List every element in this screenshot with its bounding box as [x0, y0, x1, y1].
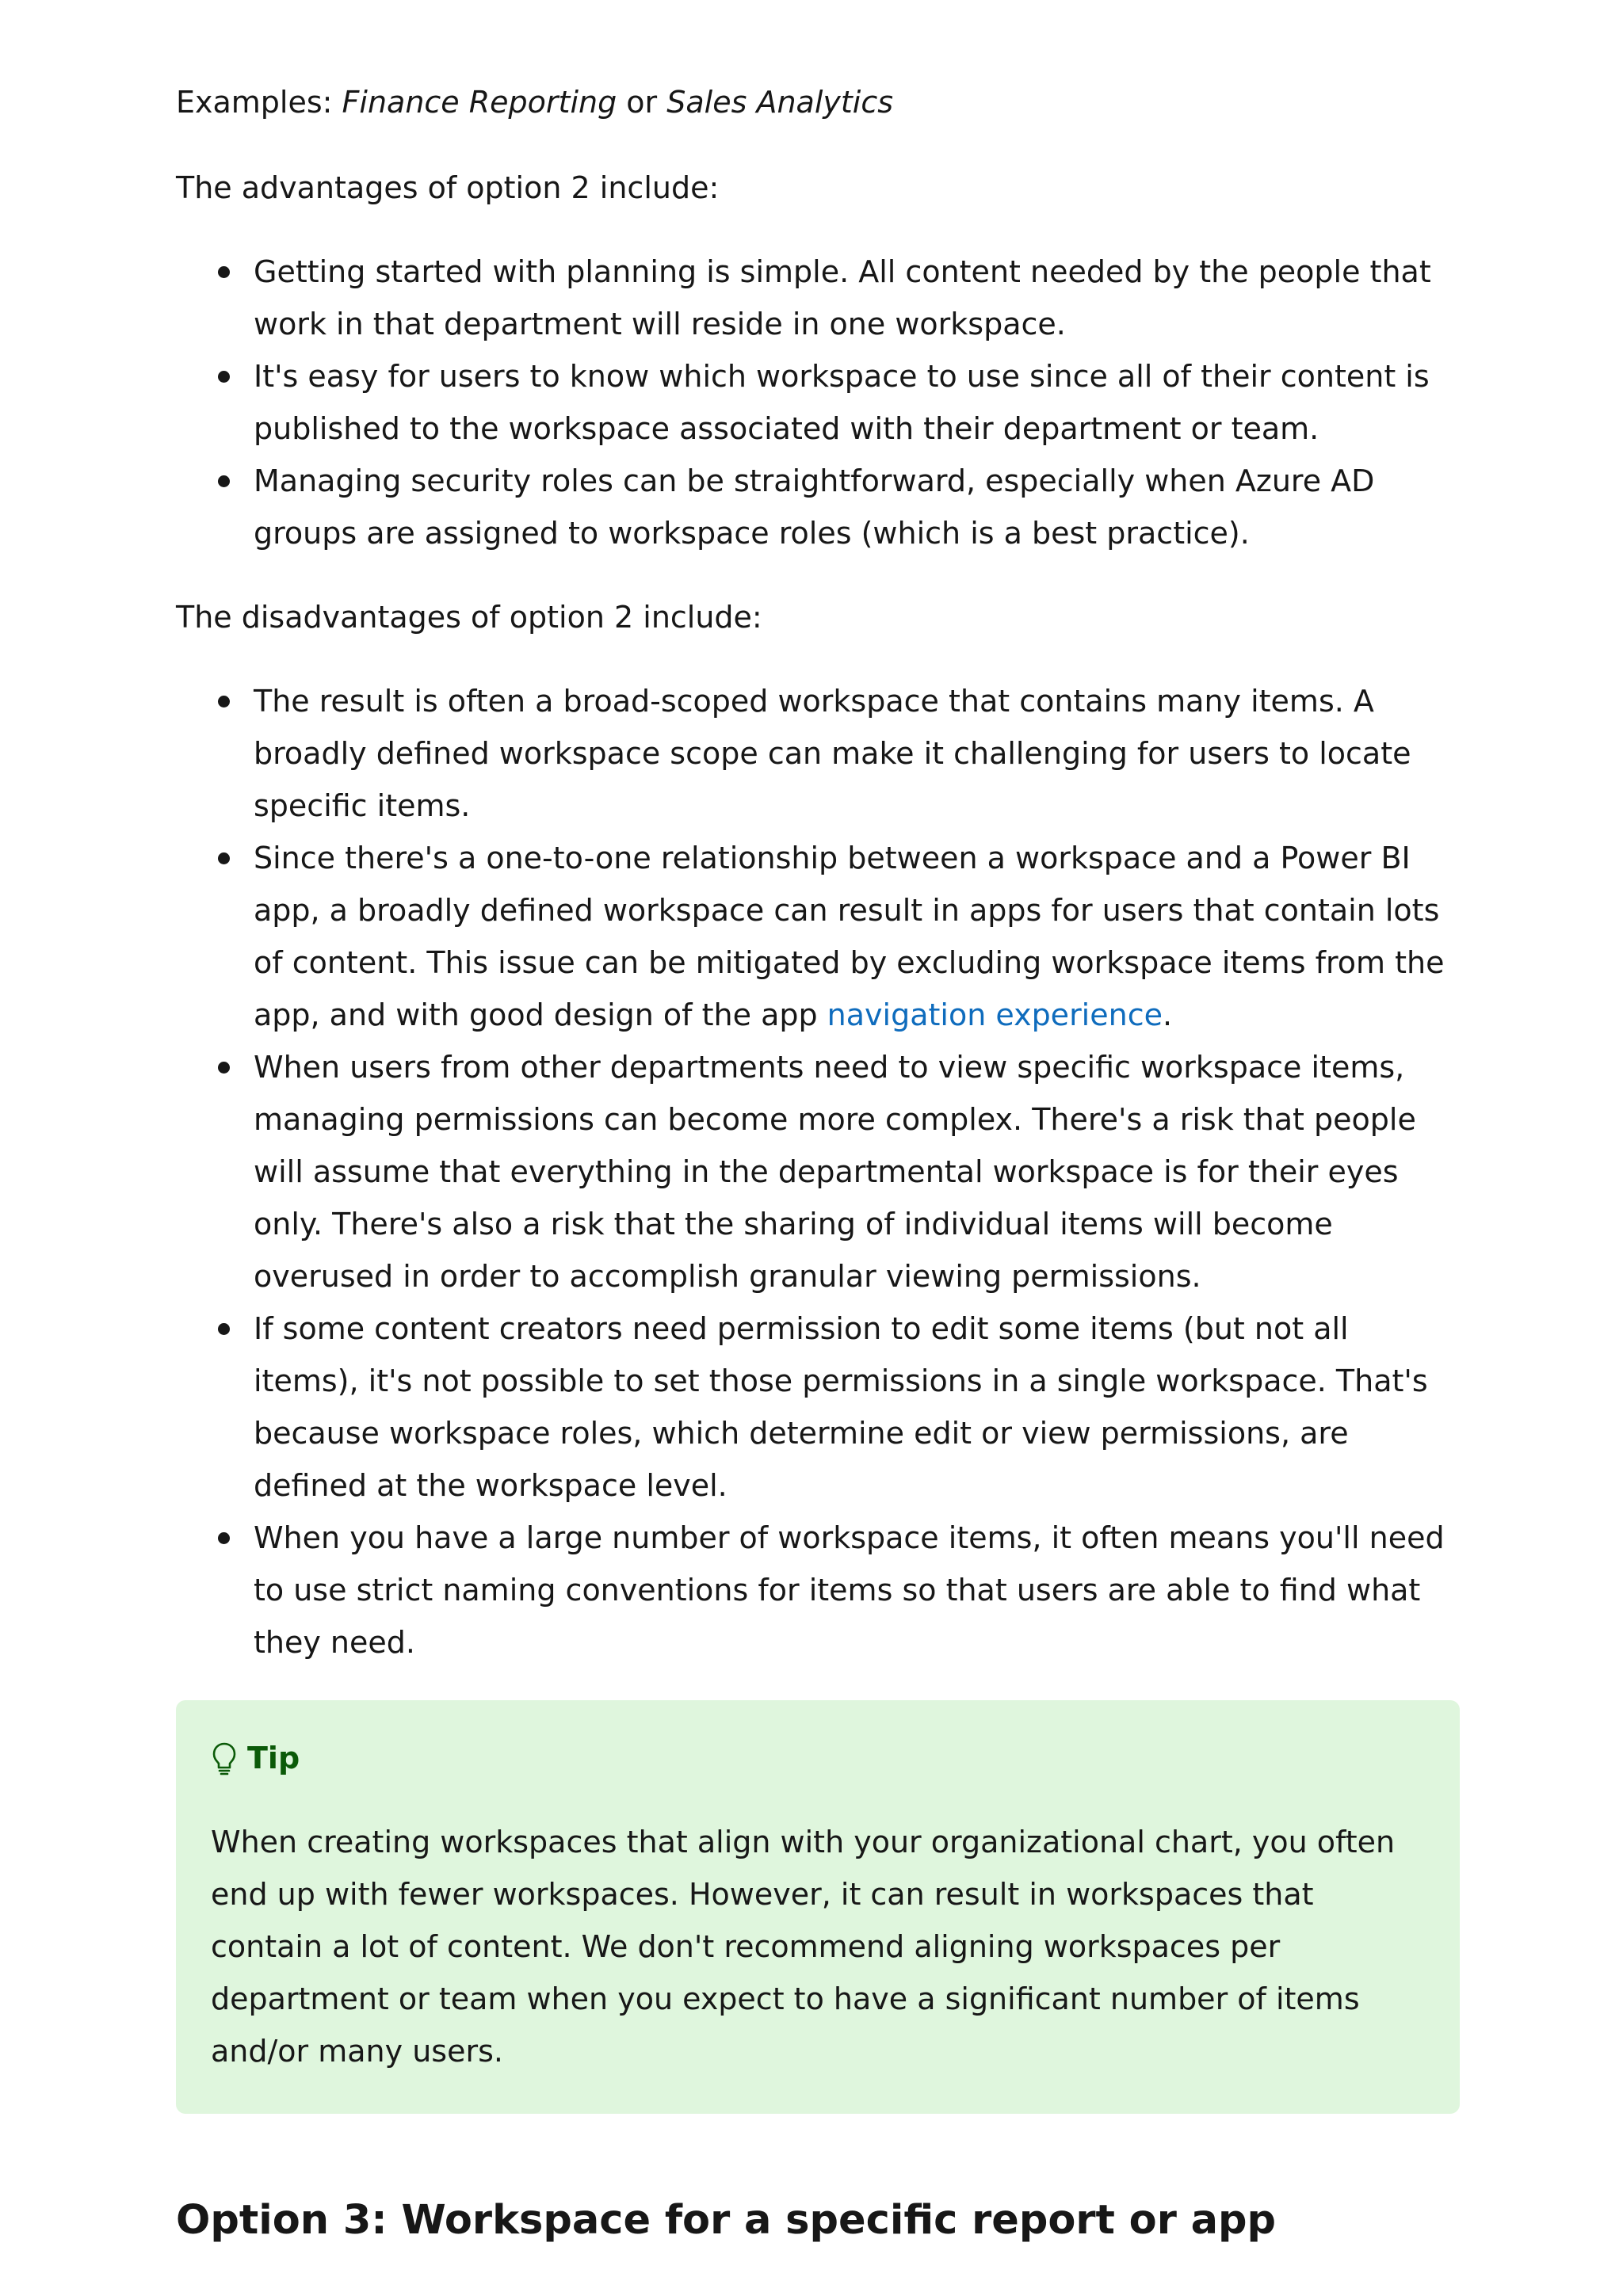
disadvantage-item [254, 832, 1460, 1041]
disadvantages-list [176, 675, 1460, 1669]
advantage-item: Managing security roles can be straightforward, especially when Azure AD groups are assigned to workspace roles (which is a best practice). [254, 455, 1460, 559]
article-content [176, 76, 1460, 2248]
tip-body: When creating workspaces that align with your organizational chart, you often end up with fewer workspaces. However, it can result in workspaces that contain a lot of content. We don't recommend aligning workspaces per department or team when you expect to have a significant number of items and/or many users. [211, 1825, 1396, 2069]
disadvantage-item: When you have a large number of workspace items, it often means you'll need to use strict naming conventions for items so that users are able to find what they need. [254, 1512, 1460, 1669]
advantage-item: Getting started with planning is simple. All content needed by the people that work in that department will reside in one workspace. [254, 246, 1460, 350]
disadvantage-item: The result is often a broad-scoped workspace that contains many items. A broadly defined workspace scope can make it challenging for users to locate specific items. [254, 675, 1460, 832]
tip-header [211, 1732, 1425, 1784]
tip-title: Tip [247, 1741, 300, 1775]
tip-callout [176, 1700, 1460, 2114]
advantages-list [176, 246, 1460, 559]
advantage-item: It's easy for users to know which workspace to use since all of their content is published to the workspace associated with their department or team. [254, 350, 1460, 455]
disadvantage-item: When users from other departments need to view specific workspace items, managing permissions can become more complex. There's a risk that people will assume that everything in the departmental workspace is for their eyes only. There's also a risk that the sharing of individual items will become overused in order to accomplish granular viewing permissions. [254, 1041, 1460, 1302]
examples-prefix: Examples: [176, 85, 342, 120]
examples-line [176, 76, 1460, 128]
advantages-intro: The advantages of option 2 include: [176, 170, 720, 205]
disadvantage-item: If some content creators need permission to edit some items (but not all items), it's not possible to set those permissions in a single workspace. That's because workspace roles, which determine edit or view permissions, are defined at the workspace level. [254, 1302, 1460, 1512]
example-finance-reporting: Finance Reporting [342, 85, 617, 120]
section-heading-option-3: Option 3: Workspace for a specific report or app [176, 2197, 1277, 2244]
example-sales-analytics: Sales Analytics [666, 85, 894, 120]
examples-joiner: or [617, 85, 667, 120]
disadvantage-item-text: Since there's a one-to-one relationship between a workspace and a Power BI app, a broadly defined workspace can result in apps for users that contain lots of content. This issue can be mitigated by excluding workspace items from the app, and with good design of the app [254, 841, 1445, 1032]
link-suffix: . [1162, 997, 1173, 1032]
disadvantages-intro: The disadvantages of option 2 include: [176, 600, 762, 635]
lightbulb-icon [211, 1741, 238, 1775]
navigation-experience-link[interactable]: navigation experience [827, 997, 1163, 1032]
